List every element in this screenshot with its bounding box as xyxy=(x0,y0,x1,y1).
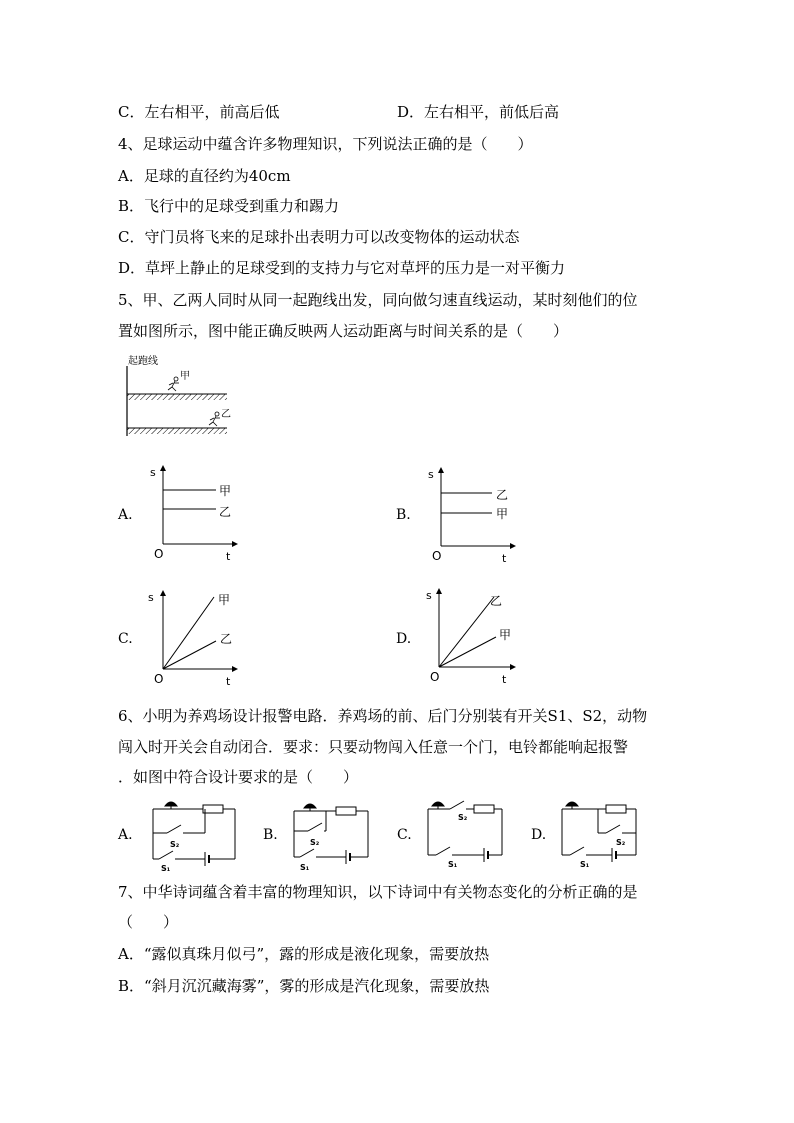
graph-d-upper-label: 乙 xyxy=(490,594,503,608)
graph-d-label: D. xyxy=(396,631,412,647)
q4-option-d: D．草坪上静止的足球受到的支持力与它对草坪的压力是一对平衡力 xyxy=(118,259,566,277)
circuit-c xyxy=(420,795,510,873)
graph-c xyxy=(140,585,250,690)
q7-option-a: A．“露似真珠月似弓”，露的形成是液化现象，需要放热 xyxy=(118,945,490,963)
resistor-icon xyxy=(606,805,626,813)
graph-d-y-label: s xyxy=(426,589,432,602)
graph-a-x-label: t xyxy=(226,550,231,563)
graph-c-y-label: s xyxy=(148,591,154,604)
graph-d-origin: O xyxy=(430,670,440,684)
q4-option-c: C．守门员将飞来的足球扑出表明力可以改变物体的运动状态 xyxy=(118,228,520,246)
graph-d-x-label: t xyxy=(502,673,507,686)
circuit-c-s2-label: S₂ xyxy=(458,813,468,822)
lane-hatch-bottom xyxy=(127,428,227,434)
start-line-label: 起跑线 xyxy=(128,356,158,367)
circuit-a-label: A. xyxy=(118,827,133,843)
switch-s2-icon xyxy=(167,825,181,833)
graph-b-upper-label: 乙 xyxy=(496,488,509,502)
graph-c-upper-line xyxy=(163,597,214,669)
q4-option-a: A．足球的直径约为40cm xyxy=(118,167,291,185)
graph-b-x-label: t xyxy=(502,552,507,565)
graph-a xyxy=(140,460,250,565)
resistor-icon xyxy=(474,805,494,813)
q7-option-b: B．“斜月沉沉藏海雾”，雾的形成是汽化现象，需要放热 xyxy=(118,977,490,995)
circuit-c-label: C. xyxy=(397,827,412,843)
q7-stem-line1: 7、中华诗词蕴含着丰富的物理知识，以下诗词中有关物态变化的分析正确的是 xyxy=(118,883,638,901)
graph-a-origin: O xyxy=(154,547,164,561)
q5-stem-line1: 5、甲、乙两人同时从同一起跑线出发，同向做匀速直线运动，某时刻他们的位 xyxy=(118,291,638,309)
graph-d-lower-line xyxy=(439,637,496,667)
q6-stem-line2: 闯入时开关会自动闭合．要求：只要动物闯入任意一个门，电铃都能响起报警 xyxy=(118,738,629,756)
graph-d-upper-line xyxy=(439,597,494,667)
bell-icon xyxy=(165,802,177,809)
graph-b-origin: O xyxy=(432,549,442,563)
runner-yi-icon xyxy=(209,412,220,426)
start-line-figure xyxy=(120,352,235,442)
graph-c-x-label: t xyxy=(226,675,231,688)
graph-b xyxy=(418,460,528,565)
q3-option-c: C．左右相平，前高后低 xyxy=(118,103,280,121)
bell-icon xyxy=(432,802,444,809)
q6-stem-line1: 6、小明为养鸡场设计报警电路．养鸡场的前、后门分别装有开关S1、S2，动物 xyxy=(118,707,648,725)
q5-stem-line2: 置如图所示，图中能正确反映两人运动距离与时间关系的是（ ） xyxy=(118,322,569,340)
switch-s1-icon xyxy=(436,847,450,855)
circuit-b-label: B. xyxy=(263,827,278,843)
bell-icon xyxy=(304,804,316,811)
q4-stem: 4、足球运动中蕴含许多物理知识，下列说法正确的是（ ） xyxy=(118,135,533,153)
circuit-a-s2-label: S₂ xyxy=(170,840,180,849)
q4-option-b: B．飞行中的足球受到重力和踢力 xyxy=(118,197,340,215)
lane-hatch-top xyxy=(127,394,227,400)
circuit-d-s2-label: S₂ xyxy=(616,838,626,847)
resistor-icon xyxy=(336,807,356,815)
switch-s1-icon xyxy=(570,847,584,855)
q3-option-d: D．左右相平，前低后高 xyxy=(397,103,560,121)
graph-c-upper-label: 甲 xyxy=(218,593,231,607)
circuit-a xyxy=(145,795,245,875)
graph-c-origin: O xyxy=(154,672,164,686)
graph-a-y-label: s xyxy=(150,466,156,479)
q7-stem-line2: （ ） xyxy=(118,913,179,931)
circuit-c-s1-label: S₁ xyxy=(448,860,458,869)
graph-d xyxy=(418,583,528,688)
graph-c-label: C. xyxy=(118,631,133,647)
switch-s1-icon xyxy=(300,849,314,857)
runner-jia-icon xyxy=(168,377,179,391)
q6-stem-line3: ．如图中符合设计要求的是（ ） xyxy=(118,768,359,786)
resistor-icon xyxy=(203,805,223,813)
runner-yi-label: 乙 xyxy=(221,409,231,420)
circuit-b xyxy=(286,797,376,875)
runner-jia-label: 甲 xyxy=(180,371,190,382)
graph-d-lower-label: 甲 xyxy=(499,628,512,642)
bell-icon xyxy=(566,802,578,809)
switch-s2-icon xyxy=(308,823,322,831)
circuit-d xyxy=(554,795,644,873)
battery-icon xyxy=(612,848,616,862)
switch-s1-icon xyxy=(159,851,173,859)
circuit-b-s2-label: S₂ xyxy=(310,838,320,847)
switch-s2-icon xyxy=(450,801,464,809)
graph-a-lower-label: 乙 xyxy=(219,505,232,519)
circuit-d-s1-label: S₁ xyxy=(580,860,590,869)
circuit-d-label: D. xyxy=(531,827,547,843)
graph-c-lower-line xyxy=(163,641,216,669)
switch-s2-icon xyxy=(606,825,620,833)
graph-b-label: B. xyxy=(396,507,411,523)
graph-a-upper-label: 甲 xyxy=(219,484,232,498)
graph-b-lower-label: 甲 xyxy=(496,507,509,521)
battery-icon xyxy=(205,852,209,866)
graph-c-lower-label: 乙 xyxy=(220,632,233,646)
circuit-a-s1-label: S₁ xyxy=(161,864,171,873)
battery-icon xyxy=(346,850,350,864)
circuit-b-s1-label: S₁ xyxy=(300,863,310,872)
graph-b-y-label: s xyxy=(428,468,434,481)
battery-icon xyxy=(484,848,488,862)
graph-a-label: A. xyxy=(118,507,133,523)
